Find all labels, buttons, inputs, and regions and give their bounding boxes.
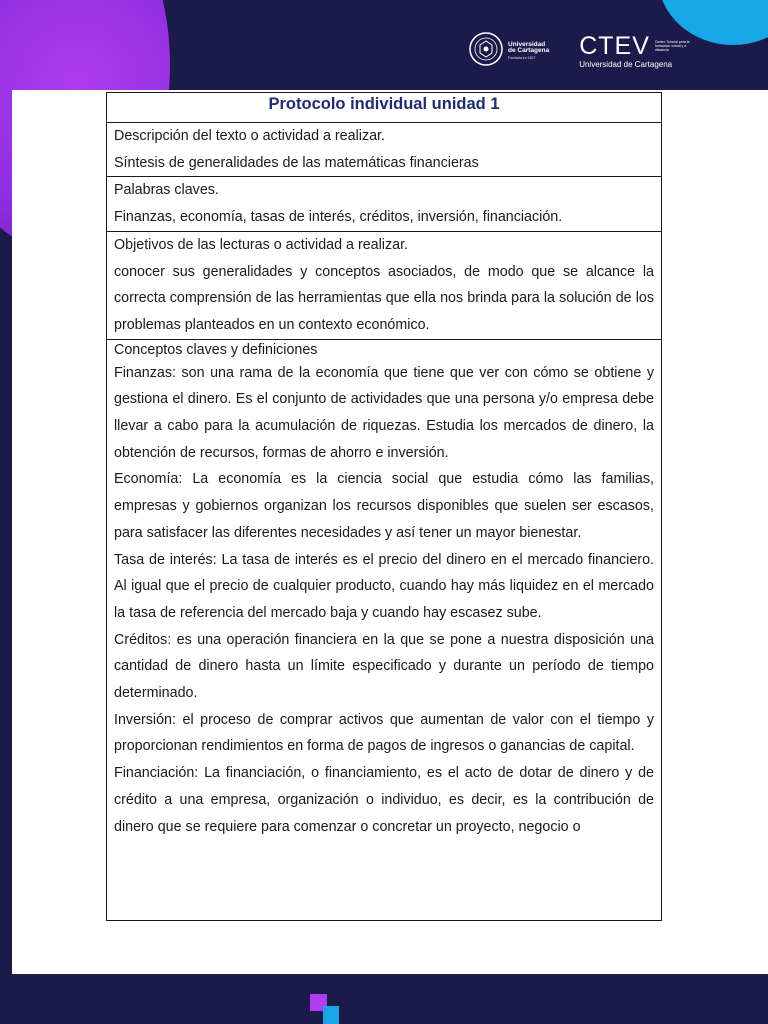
ctev-logo <box>579 31 695 69</box>
section-paragraph: conocer sus generalidades y conceptos asociados, de modo que se alcance la correcta comprensión de las herramientas que ella nos brinda para la solución de los problemas planteados en un contexto económico. <box>114 263 654 333</box>
ctev-brand: CTEV <box>579 31 650 60</box>
concept-inversion: Inversión: el proceso de comprar activos que aumentan de valor con el tiempo y proporcionan rendimientos en forma de pagos de ingresos o ganancias de capital. <box>114 711 654 755</box>
concept-tasa-interes: Tasa de interés: La tasa de interés es el precio del dinero en el mercado financiero. Al igual que el precio de cualquier producto, cuando hay más liquidez en el mercado la tasa de referencia del mercado baja y cuando hay escasez sube. <box>114 551 654 621</box>
protocol-table <box>106 92 662 921</box>
section-keywords <box>107 177 662 231</box>
section-heading: Palabras claves. <box>114 182 219 199</box>
university-crest-icon <box>468 31 504 72</box>
section-heading: Objetivos de las lecturas o actividad a realizar. <box>114 236 409 253</box>
concept-economia: Economía: La economía es la ciencia social que estudia cómo las familias, empresas y gobiernos organizan los recursos disponibles que suelen ser escasos, para satisfacer las diferentes necesidades y así tener un mayor bienestar. <box>114 471 654 541</box>
section-objectives <box>107 231 662 339</box>
header-logos <box>468 30 695 72</box>
section-concepts <box>107 339 662 920</box>
section-heading: Conceptos claves y definiciones <box>114 341 318 358</box>
ctev-tagline: Centro Tutorial para la formación virtual y a distancia <box>654 39 690 53</box>
section-description <box>107 123 662 177</box>
section-heading: Descripción del texto o actividad a realizar. <box>114 128 385 144</box>
concept-creditos: Créditos: es una operación financiera en la que se pone a nuestra disposición una cantidad de dinero hasta un límite especificado y durante un período de tiempo determinado. <box>114 631 654 702</box>
concept-finanzas: Finanzas: son una rama de la economía que tiene que ver con cómo se obtiene y gestiona el dinero. Es el conjunto de actividades que una persona y/o empresa debe llevar a cabo para la acumulación de riquezas. Estudia los mercados de dinero, la obtención de recursos, formas de ahorro e inversión. <box>114 364 654 461</box>
footer-blue-square <box>323 1006 339 1024</box>
university-founded: Fundada en 1827 <box>508 55 536 60</box>
section-paragraph: Finanzas, economía, tasas de interés, créditos, inversión, financiación. <box>114 209 563 226</box>
university-name-line2: de Cartagena <box>508 47 550 55</box>
ctev-subtitle: Universidad de Cartagena <box>579 59 673 69</box>
concept-financiacion: Financiación: La financiación, o financiamiento, es el acto de dotar de dinero y de crédito a una empresa, organización o individuo, es decir, es la contribución de dinero que se requiere para comenzar o concretar un proyecto, negocio o <box>114 765 654 835</box>
university-logo <box>468 31 549 72</box>
university-name-line1: Universidad <box>508 40 546 48</box>
section-paragraph: Síntesis de generalidades de las matemáticas financieras <box>114 154 479 171</box>
protocol-title: Protocolo individual unidad 1 <box>107 93 662 123</box>
